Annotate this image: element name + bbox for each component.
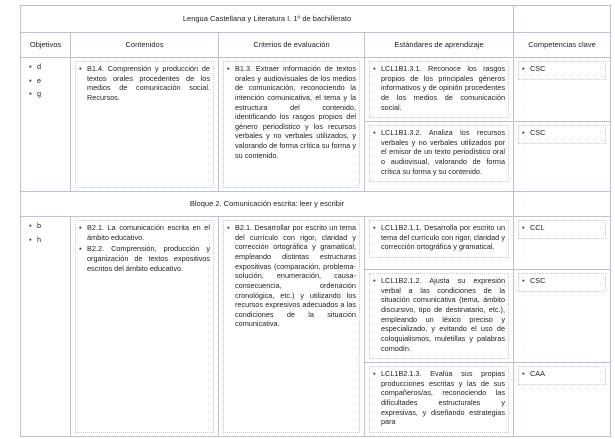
block2-competencia-3-box [518, 366, 606, 385]
bullet-icon: ▪ [373, 64, 376, 73]
bullet-icon: ▪ [29, 89, 32, 99]
block1-estandar-2-cell [365, 122, 514, 192]
block2-competencia-2-cell [514, 270, 611, 363]
block1-competencia-1-cell [514, 58, 611, 122]
bullet-icon: ▪ [522, 369, 525, 379]
list-item: ▪ d [29, 62, 42, 71]
list-item: ▪ B2.1. Desarrollar por escrito un tema del currículo con rigor, claridad y corrección ortográfica y gramatical, empleando distintas estructuras expositivas (comparación, problema-solución, enumeración, causa-consecuencia, ordenación cronológica, etc.) y utilizando los recursos expresivos adecuados a las condiciones de la situación comunicativa. [227, 223, 356, 329]
list-item: ▪ B1.4. Comprensión y producción de textos orales procedentes de los medios de comunicación social. Recursos. [79, 64, 210, 102]
block2-estandar-2-box [369, 273, 509, 359]
bullet-icon: ▪ [522, 128, 525, 138]
block2-estandar-3-cell [365, 363, 514, 437]
table-title-row [21, 6, 611, 33]
list-item: ▪ LCL1B2.1.2. Ajusta su expresión verbal a las condiciones de la situación comunicativa (tema, ámbito discursivo, tipo de destinatario, etc.), empleando un léxico preciso y especializado, y evitando el uso de coloquialismos, muletillas y palabras comodín. [373, 276, 506, 353]
list-item: ▪ h [29, 234, 42, 244]
bullet-icon: ▪ [373, 128, 376, 138]
table-title-empty-cell [514, 6, 611, 33]
block1-competencia-1-box [518, 61, 606, 80]
block2-estandar-1-cell [365, 217, 514, 270]
bullet-icon: ▪ [29, 221, 32, 231]
block2-row-1 [21, 217, 611, 270]
list-item: ▪ CAA [522, 369, 546, 379]
list-item: ▪ LCL1B1.3.2. Analiza los recursos verbales y no verbales utilizados por el emisor de un texto periodístico oral o audiovisual, valorando de forma crítica su forma y su contenido. [373, 128, 506, 176]
bullet-icon: ▪ [373, 276, 376, 286]
list-item: ▪ b [29, 221, 42, 231]
bullet-icon: ▪ [522, 223, 525, 233]
list-item: ▪ LCL1B2.1.3. Evalúa sus propias producciones escritas y las de sus compañeros/as, reconociendo las dificultades estructurales y expresivas, y diseñando estrategias para [373, 369, 506, 427]
block1-objetivos-list [21, 58, 70, 106]
block2-title-empty-cell [514, 192, 611, 217]
list-item: ▪ CSC [522, 276, 546, 286]
bullet-icon: ▪ [227, 223, 230, 233]
block2-criterios-cell [219, 217, 365, 437]
bullet-icon: ▪ [373, 223, 376, 233]
block2-competencia-1-cell [514, 217, 611, 270]
list-item: ▪ e [29, 75, 42, 85]
bullet-icon: ▪ [79, 64, 82, 73]
block2-competencia-3-cell [514, 363, 611, 437]
block2-objetivos-list [21, 217, 70, 251]
block2-objetivos-cell [21, 217, 71, 437]
list-item: ▪ B1.3. Extraer información de textos orales y audiovisuales de los medios de comunicación, reconociendo la intención comunicativa, el tema y la estructura del contenido, identificando los rasgos propios del género periodístico y los recursos verbales y no verbales utilizados, y valorando de forma crítica su forma y su contenido. [227, 64, 356, 160]
bullet-icon: ▪ [79, 223, 82, 233]
bullet-icon: ▪ [29, 234, 32, 244]
column-header-estandares: Estándares de aprendizaje [365, 33, 514, 58]
column-header-criterios: Criterios de evaluación [219, 33, 365, 58]
block2-estandar-2-cell [365, 270, 514, 363]
block2-title: Bloque 2. Comunicación escrita: leer y escribir [21, 192, 514, 217]
curriculum-table [20, 5, 611, 437]
block1-contenidos-box [75, 61, 214, 188]
block2-estandar-1-box [369, 220, 509, 258]
block1-row-1 [21, 58, 611, 122]
block1-criterios-cell [219, 58, 365, 192]
bullet-icon: ▪ [29, 62, 32, 71]
block1-competencia-2-box [518, 125, 606, 144]
list-item: ▪ B2.1. La comunicación escrita en el ámbito educativo. [79, 223, 210, 242]
list-item: ▪ LCL1B1.3.1. Reconoce los rasgos propios de los principales géneros informativos y de opinión procedentes de los medios de comunicación social. [373, 64, 506, 112]
block1-estandar-1-box [369, 61, 509, 118]
list-item: ▪ LCL1B2.1.1. Desarrolla por escrito un tema del currículo con rigor, claridad y corrección ortográfica y gramatical. [373, 223, 506, 252]
column-header-contenidos: Contenidos [71, 33, 219, 58]
table-title: Lengua Castellana y Literatura I. 1º de bachillerato [21, 6, 514, 33]
block2-contenidos-cell [71, 217, 219, 437]
block2-competencia-2-box [518, 273, 606, 292]
bullet-icon: ▪ [29, 75, 32, 85]
column-header-competencias: Competencias clave [514, 33, 611, 58]
list-item: ▪ CSC [522, 128, 546, 138]
block2-contenidos-box [75, 220, 214, 433]
list-item: ▪ g [29, 89, 42, 99]
block1-competencia-2-cell [514, 122, 611, 192]
list-item: ▪ CCL [522, 223, 545, 233]
block2-estandar-3-box [369, 366, 509, 433]
block2-title-row [21, 192, 611, 217]
block1-estandar-1-cell [365, 58, 514, 122]
bullet-icon: ▪ [79, 244, 82, 254]
bullet-icon: ▪ [522, 64, 525, 73]
block1-contenidos-cell [71, 58, 219, 192]
block1-estandar-2-box [369, 125, 509, 182]
column-header-objetivos: Objetivos [21, 33, 71, 58]
bullet-icon: ▪ [522, 276, 525, 286]
column-header-row [21, 33, 611, 58]
list-item: ▪ CSC [522, 64, 546, 73]
list-item: ▪ B2.2. Comprensión, producción y organización de textos expositivos escritos del ámbito educativo. [79, 244, 210, 273]
block2-criterios-box [223, 220, 360, 433]
block1-objetivos-cell [21, 58, 71, 192]
block1-criterios-box [223, 61, 360, 188]
bullet-icon: ▪ [373, 369, 376, 379]
block2-competencia-1-box [518, 220, 606, 239]
bullet-icon: ▪ [227, 64, 230, 73]
